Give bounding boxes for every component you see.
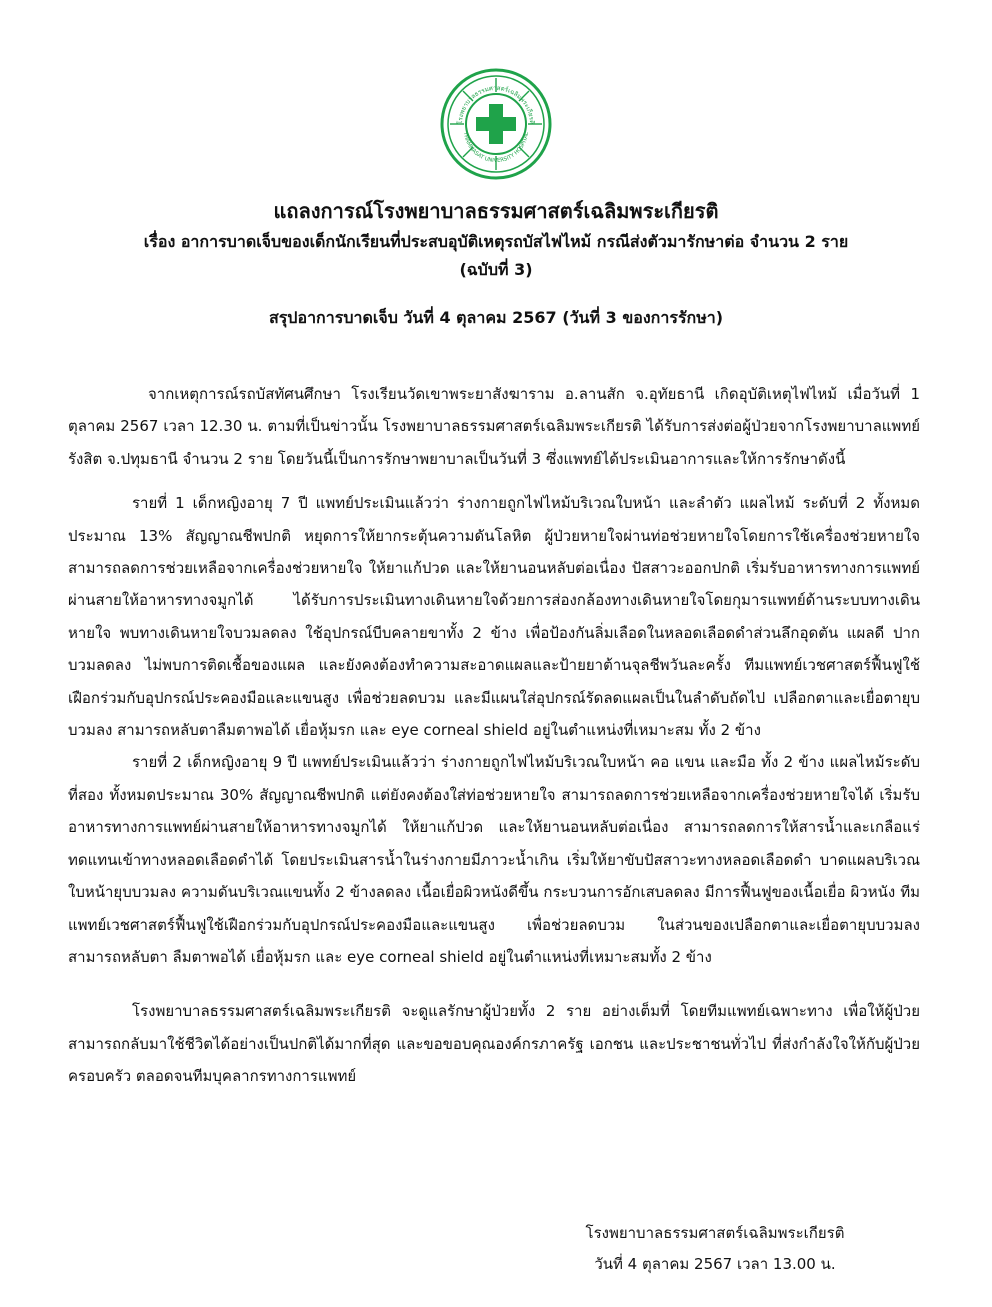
document-body — [68, 378, 920, 1093]
case-1-paragraph: รายที่ 1 เด็กหญิงอายุ 7 ปี แพทย์ประเมินแล้วว่า ร่างกายถูกไฟไหม้บริเวณใบหน้า และลำตัว แผลไหม้ ระดับที่ 2 ทั้งหมดประมาณ 13% สัญญาณชีพปกติ หยุดการให้ยากระตุ้นความดันโลหิต ผู้ป่วยหายใจผ่านท่อช่วยหายใจโดยการใช้เครื่องช่วยหายใจ สามารถลดการช่วยเหลือจากเครื่องช่วยหายใจ ให้ยาแก้ปวด และให้ยานอนหลับต่อเนื่อง ปัสสาวะออกปกติ เริ่มรับอาหารทางการแพทย์ผ่านสายให้อาหารทางจมูกได้ ได้รับการประเมินทางเดินหายใจด้วยการส่องกล้องทางเดินหายใจโดยกุมารแพทย์ด้านระบบทางเดินหายใจ พบทางเดินหายใจบวมลดลง ใช้อุปกรณ์บีบคลายขาทั้ง 2 ข้าง เพื่อป้องกันลิ่มเลือดในหลอดเลือดดำส่วนลึกอุดตัน แผลดี ปากบวมลดลง ไม่พบการติดเชื้อของแผล และยังคงต้องทำความสะอาดแผลและป้ายยาต้านจุลชีพวันละครั้ง ทีมแพทย์เวชศาสตร์ฟื้นฟูใช้เฝือกร่วมกับอุปกรณ์ประคองมือและแขนสูง เพื่อช่วยลดบวม และมีแผนใส่อุปกรณ์รัดลดแผลเป็นในลำดับถัดไป เปลือกตาและเยื่อตายุบบวมลง สามารถหลับตาลืมตาพอได้ เยื่อหุ้มรก และ eye corneal shield อยู่ในตำแหน่งที่เหมาะสม ทั้ง 2 ข้าง — [68, 494, 920, 740]
signature-datetime: วันที่ 4 ตุลาคม 2567 เวลา 13.00 น. — [594, 1255, 836, 1273]
intro-paragraph: จากเหตุการณ์รถบัสทัศนศึกษา โรงเรียนวัดเขาพระยาสังฆาราม อ.ลานสัก จ.อุทัยธานี เกิดอุบัติเหตุไฟไหม้ เมื่อวันที่ 1 ตุลาคม 2567 เวลา 12.30 น. ตามที่เป็นข่าวนั้น โรงพยาบาลธรรมศาสตร์เฉลิมพระเกียรติ ได้รับการส่งต่อผู้ป่วยจากโรงพยาบาลแพทย์รังสิต จ.ปทุมธานี จำนวน 2 ราย โดยวันนี้เป็นการรักษาพยาบาลเป็นวันที่ 3 ซึ่งแพทย์ได้ประเมินอาการและให้การรักษาดังนี้ — [68, 385, 920, 468]
hospital-seal-icon — [440, 68, 552, 180]
seal-text-top: โรงพยาบาลธรรมศาสตร์เฉลิมพระเกียรติ — [456, 84, 536, 125]
issue-number: (ฉบับที่ 3) — [459, 260, 533, 279]
case-2-paragraph: รายที่ 2 เด็กหญิงอายุ 9 ปี แพทย์ประเมินแล้วว่า ร่างกายถูกไฟไหม้บริเวณใบหน้า คอ แขน และมือ ทั้ง 2 ข้าง แผลไหม้ระดับที่สอง ทั้งหมดประมาณ 30% สัญญาณชีพปกติ แต่ยังคงต้องใส่ท่อช่วยหายใจ สามารถลดการช่วยเหลือจากเครื่องช่วยหายใจได้ เริ่มรับอาหารทางการแพทย์ผ่านสายให้อาหารทางจมูกได้ ให้ยาแก้ปวด และให้ยานอนหลับต่อเนื่อง สามารถลดการให้สารน้ำและเกลือแร่ทดแทนเข้าทางหลอดเลือดดำได้ โดยประเมินสารน้ำในร่างกายมีภาวะน้ำเกิน เริ่มให้ยาขับปัสสาวะทางหลอดเลือดดำ บาดแผลบริเวณใบหน้ายุบบวมลง ความดันบริเวณแขนทั้ง 2 ข้างลดลง เนื้อเยื่อผิวหนังดีขึ้น กระบวนการอักเสบลดลง มีการฟื้นฟูของเนื้อเยื่อ ผิวหนัง ทีมแพทย์เวชศาสตร์ฟื้นฟูใช้เฝือกร่วมกับอุปกรณ์ประคองมือและแขนสูง เพื่อช่วยลดบวม ในส่วนของเปลือกตาและเยื่อตายุบบวมลง สามารถหลับตา ลืมตาพอได้ เยื่อหุ้มรก และ eye corneal shield อยู่ในตำแหน่งที่เหมาะสมทั้ง 2 ข้าง — [68, 753, 920, 966]
hospital-logo — [440, 68, 552, 180]
document-title: แถลงการณ์โรงพยาบาลธรรมศาสตร์เฉลิมพระเกียรติ — [273, 199, 719, 223]
document-subject: เรื่อง อาการบาดเจ็บของเด็กนักเรียนที่ประสบอุบัติเหตุรถบัสไฟไหม้ กรณีส่งตัวมารักษาต่อ จำนวน 2 ราย — [143, 232, 849, 251]
closing-paragraph: โรงพยาบาลธรรมศาสตร์เฉลิมพระเกียรติ จะดูแลรักษาผู้ป่วยทั้ง 2 ราย อย่างเต็มที่ โดยทีมแพทย์เฉพาะทาง เพื่อให้ผู้ป่วยสามารถกลับมาใช้ชีวิตได้อย่างเป็นปกติได้มากที่สุด และขอขอบคุณองค์กรภาครัฐ เอกชน และประชาชนทั่วไป ที่ส่งกำลังใจให้กับผู้ป่วย ครอบครัว ตลอดจนทีมบุคลากรทางการแพทย์ — [68, 1002, 920, 1086]
document-header — [0, 196, 992, 332]
signature-block — [560, 1218, 870, 1280]
summary-heading: สรุปอาการบาดเจ็บ วันที่ 4 ตุลาคม 2567 (วันที่ 3 ของการรักษา) — [268, 308, 724, 327]
signature-org: โรงพยาบาลธรรมศาสตร์เฉลิมพระเกียรติ — [585, 1224, 845, 1242]
seal-text-bottom: THAMMASAT UNIVERSITY HOSPITAL — [462, 131, 530, 165]
